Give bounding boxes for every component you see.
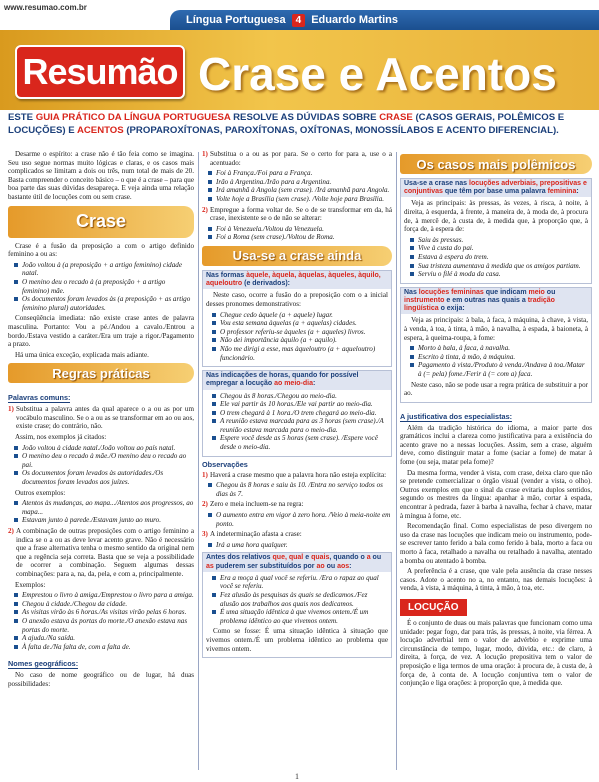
paragraph: Da mesma forma, vender à vista, com crase, deixa claro que não se pretende comercializar o órgão visual (vender a vista, o olho). Outros exemplos em que o sinal da crase evitaria duplos sentidos, segundo os mestres da língua: apanhar à mão, cortar à espada, encontrar à pedrada, fazer à barba à navalha, fechar à chave, matar à míngua à fome, etc.: [400, 468, 592, 520]
rule-box-pronomes: [202, 270, 392, 367]
list-item: Estavam junto à parede./Estavam junto ao muro.: [14, 516, 194, 525]
rule-box-relativos: [202, 552, 392, 658]
list-item: A reunião estava marcada para as 3 horas (sem crase)./A reunião estava marcada para o meio-dia.: [212, 417, 388, 434]
header-banner: [0, 30, 599, 110]
paragraph: No caso de nome geográfico ou de lugar, há duas possibilidades:: [8, 671, 194, 688]
numbered-item: 2) Empregue a forma voltar de. Se o de se transformar em da, há crase, inexistente se o de não se alterar:: [202, 205, 392, 223]
column-1: [8, 150, 194, 772]
paragraph: Além da tradição histórica do idioma, a maior parte dos gramáticos inclui a clareza como justificativa para a existência do acento grave no a nessas locuções. Assim, sem a crase, alguém deve, como distinguir matar a fome (saciar a fome) de matar à fome (ou seja, matar pela fome)?: [400, 423, 592, 467]
column-3: [400, 150, 592, 772]
list-item: Espere você desde as 5 horas (sem crase). /Espere você desde o meio-dia.: [212, 434, 388, 451]
numbered-item: 1) Haverá a crase mesmo que a palavra hora não esteja explícita:: [202, 470, 387, 479]
list-item: Ele vai partir às 10 horas./Ele vai partir ao meio-dia.: [212, 400, 388, 409]
list-item: O anexão estava às portas do morte./O anexão estava nas portas do morte.: [14, 617, 194, 634]
list-item: Não dei importância àquilo (a + aquilo).: [212, 336, 388, 345]
top-bar: [0, 0, 599, 30]
paragraph: Outros exemplos:: [15, 488, 66, 497]
list-item: Irão à Argentina./Irão para a Argentina.: [208, 178, 392, 187]
box-heading: Nas locuções femininas que indicam meio ou instrumento e em outras nas quais a tradição lingüística o exija:: [401, 288, 591, 315]
list-item: Saiu às pressas.: [410, 236, 588, 245]
subject-bar: [170, 10, 599, 30]
example-list: [206, 574, 388, 626]
example-list: [8, 499, 194, 525]
example-list: [202, 541, 392, 550]
section-banner-usa-se: Usa-se a crase ainda: [202, 246, 392, 266]
list-item: Não me dirigi a esse, mas àqueloutro (a + aqueloutro) funcionário.: [212, 345, 388, 362]
rule-box-horas: [202, 370, 392, 457]
box-heading: Nas formas àquele, àquela, àquelas, àqueles, àquilo, aqueloutro (e derivados):: [203, 271, 391, 289]
list-item: Serviu o filé à moda da casa.: [410, 270, 588, 279]
example-list: [202, 225, 392, 242]
list-item: Chegue cedo àquele (a + aquele) lugar.: [212, 311, 388, 320]
list-item: Era a moça à qual você se referiu. /Era o rapaz ao qual você se referiu.: [212, 574, 388, 591]
list-item: Foi à França./Foi para a França.: [208, 169, 392, 178]
paragraph: Conseqüência imediata: não existe crase antes de palavra masculina. Portanto: Vou a pé./Andou a cavalo./Entrou a bordo./Estava vestido a caráter./Era um traje a rigor./Pagamento a prazo.: [8, 314, 194, 349]
paragraph: Neste caso, não se pode usar a regra prática de substituir a por ao.: [404, 380, 588, 398]
list-item: João voltou à cidade natal./João voltou ao país natal.: [14, 444, 194, 453]
paragraph: Crase é a fusão da preposição a com o artigo definido feminino a ou as:: [8, 241, 194, 259]
example-list: [206, 311, 388, 363]
example-list: [202, 481, 392, 498]
subhead-observacoes: Observações: [202, 459, 248, 469]
list-item: Chegou às 8 horas./Chegou ao meio-dia.: [212, 392, 388, 401]
page-number: 1: [295, 772, 299, 781]
box-heading: Nas indicações de horas, quando for possível empregar a locução ao meio-dia:: [203, 371, 391, 389]
list-item: Atentos às mudanças, ao mapa.../Atentos aos progressos, ao mapa...: [14, 499, 194, 516]
paragraph: É o conjunto de duas ou mais palavras que funcionam como uma unidade: pegar fogo, dar para trás, às pressas, à noite, via férrea. A locução adverbial tem o valor de advérbio e exprime uma circunstância de tempo, lugar, modo, dúvida, etc.: de claro, à direita, à força, de vez. A locução prepositiva tem o valor de preposição e liga termos de uma oração: à procura de, à custa de, à força de, à conta de. A locução conjuntiva tem o valor de conjunção e liga orações: à proporção que, à medida que.: [400, 618, 592, 688]
subhead-justificativa: A justificativa dos especialistas:: [400, 411, 513, 421]
example-list: [202, 511, 392, 528]
numbered-item: 3) A indeterminação afasta a crase:: [202, 530, 302, 539]
numbered-item: 2) Zero e meia incluem-se na regra:: [202, 500, 304, 509]
list-item: Irá a uma hora qualquer.: [208, 541, 392, 550]
box-heading: Antes dos relativos que, qual e quais, quando o a ou as puderem ser substituídos por ao ou aos:: [203, 553, 391, 571]
numbered-item: 1) Substitua o a ou as por para. Se o certo for para a, use o a acentuado:: [202, 150, 392, 167]
rule-box-locucoes: [400, 178, 592, 284]
subhead-palavras: Palavras comuns:: [8, 393, 71, 403]
list-item: Foi a Roma (sem crase)./Voltou de Roma.: [208, 233, 392, 242]
list-item: Os documentos foram levados às (a preposição + as artigo feminino plural) autoridades.: [14, 295, 194, 312]
locucao-label: LOCUÇÃO: [400, 599, 467, 616]
list-item: As visitas virão às 6 horas./As visitas virão pelas 6 horas.: [14, 608, 194, 617]
list-item: Chegou às 8 horas e saiu às 10. /Entra no serviço todos os dias às 7.: [208, 481, 392, 498]
example-list: [8, 261, 194, 313]
list-item: Vive à custa do pai.: [410, 244, 588, 253]
section-banner-crase: Crase: [8, 206, 194, 238]
list-item: Sua tristeza aumentava à medida que os amigos partiam.: [410, 262, 588, 271]
list-item: João voltou à (a preposição + a artigo feminino) cidade natal.: [14, 261, 194, 278]
site-url[interactable]: www.resumao.com.br: [4, 3, 87, 12]
list-item: Pagamento à vista./Produto à venda./Andava à toa./Matar à (= pela) fome./Ferir à (= com a) faca.: [410, 361, 588, 378]
paragraph: Veja as principais: às pressas, às vezes, à risca, à noite, à direita, à esquerda, à frente, à maneira de, à moda de, à procura de, à mercê de, à custa de, à medida que, à proporção que, à força de, à espera de:: [404, 199, 588, 234]
paragraph: Neste caso, ocorre a fusão do a preposição com o a inicial desses pronomes demonstrativos:: [206, 291, 388, 308]
paragraph: Assim, nos exemplos já citados:: [15, 433, 107, 442]
list-item: Morto à bala, à faca, à navalha.: [410, 344, 588, 353]
list-item: Vou esta semana àquelas (a + aquelas) cidades.: [212, 319, 388, 328]
list-item: Emprestou o livro à amiga./Emprestou o livro para a amiga.: [14, 591, 194, 600]
list-item: Escrito à tinta, à mão, à máquina.: [410, 353, 588, 362]
author-label: Eduardo Martins: [311, 14, 398, 26]
issue-number: 4: [292, 14, 306, 27]
subject-label: Língua Portuguesa: [186, 14, 286, 26]
box-heading: Usa-se a crase nas locuções adverbiais, prepositivas e conjuntivas que têm por base uma palavra feminina:: [401, 179, 591, 197]
list-item: O menino deu o recado à (a preposição + a artigo feminino) mãe.: [14, 278, 194, 295]
list-item: A ajuda./Na saída.: [14, 634, 194, 643]
paragraph: Como se fosse: É uma situação idêntica à situação que vivemos ontem./É um problema idêntico ao problema que vivemos ontem.: [206, 627, 388, 653]
example-list: [206, 392, 388, 452]
column-divider: [198, 152, 199, 770]
list-item: Foi à Venezuela./Voltou da Venezuela.: [208, 225, 392, 234]
example-list: [404, 236, 588, 279]
list-item: Estava à espera do trem.: [410, 253, 588, 262]
paragraph: A preferência é a crase, que vale pela ausência da crase nesses casos. Adote o acento no a, no entanto, nas demais locuções: à venda, à vista, à máquina, à tinta, à mão, à toa, etc.: [400, 567, 592, 593]
column-2: [202, 150, 392, 772]
numbered-item: 1) Substitua a palavra antes da qual aparece o a ou as por um vocábulo masculino. Se o a ou as se transformar em ao ou aos, existe crase; do contrário, não.: [8, 405, 194, 431]
paragraph: Recomendação final. Como especialistas de peso divergem no uso da crase nas locuções que indicam meio ou instrumento, pode-se escrever tanto ferido a bala como ferido à bala, morto a faca ou morto à faca, retalhado a navalha ou retalhado à navalha, atentado a bomba ou atentado à bomba.: [400, 522, 592, 565]
rule-box-instrumento: [400, 287, 592, 403]
intro-paragraph: Desarme o espírito: a crase não é tão feia como se imagina. Seu uso segue normas muito lógicas e claras, e os casos mais complicados se limitam a dois ou três, num total de mais de 20. Basta compreender o conceito básico – o que é a crase – para que boa parte das suas dúvidas desapareça. E veja ainda uma relação bastante útil de locuções com ou sem crase.: [8, 150, 194, 201]
list-item: Chegou à cidade./Chegou da cidade.: [14, 600, 194, 609]
page-title: Crase e Acentos: [198, 48, 557, 100]
paragraph: Exemplos:: [15, 580, 46, 589]
example-list: [202, 169, 392, 203]
list-item: O professor referiu-se àqueles (a + aqueles) livros.: [212, 328, 388, 337]
paragraph: Veja as principais: à bala, à faca, à máquina, à chave, à vista, à venda, à toa, à tinta, à mão, à navalha, à espada, à baioneta, à espera, à queima-roupa, à fome:: [404, 316, 588, 342]
list-item: O aumento entra em vigor à zero hora. /Veio à meia-noite em ponto.: [208, 511, 392, 528]
numbered-item: 2) A combinação de outras preposições com o artigo feminino a indica se o a ou as deve levar acento grave. Não é necessário que a frase alternativa tenha o mesmo sentido da original nem que a regência seja correta. Basta que se veja a possibilidade de ocorrer a combinação. Seguem algumas dessas combinações: para a, na, da, pela, e com a, principalmente.: [8, 527, 194, 578]
example-list: [8, 444, 194, 487]
list-item: O menino deu o recado à mãe./O menino deu o recado ao pai.: [14, 452, 194, 469]
example-list: [404, 344, 588, 378]
subhead-nomes: Nomes geográficos:: [8, 659, 79, 669]
list-item: Volte hoje a Brasília (sem crase). /Volte hoje para Brasília.: [208, 195, 392, 204]
example-list: [8, 591, 194, 651]
list-item: Os documentos foram levados às autoridades./Os documentos foram levados aos juízes.: [14, 469, 194, 486]
section-banner-regras: Regras práticas: [8, 363, 194, 383]
resumao-logo: Resumão: [15, 45, 185, 99]
list-item: À falta de./Na falta de, com a falta de.: [14, 643, 194, 652]
section-banner-polemicos: Os casos mais polêmicos: [400, 154, 592, 174]
intro-text: ESTE GUIA PRÁTICO DA LÍNGUA PORTUGUESA RESOLVE AS DÚVIDAS SOBRE CRASE (CASOS GERAIS, POLÊMICOS E LOCUÇÕES) E ACENTOS (PROPAROXÍTONAS, PAROXÍTONAS, OXÍTONAS, MONOSSÍLABOS E ACENTO DIFERENCIAL).: [8, 112, 565, 136]
list-item: O trem chegará à 1 hora./O trem chegará ao meio-dia.: [212, 409, 388, 418]
paragraph: Há uma única exceção, explicada mais adiante.: [15, 350, 149, 359]
list-item: É uma situação idêntica à que vivemos ontem./É um problema idêntico ao que vivemos ontem.: [212, 608, 388, 625]
list-item: Fez alusão às pesquisas às quais se dedicamos./Fez alusão aos trabalhos aos quais nos dedicamos.: [212, 591, 388, 608]
column-divider: [396, 152, 397, 770]
list-item: Irá amanhã à Angola (sem crase). /Irá amanhã para Angola.: [208, 186, 392, 195]
